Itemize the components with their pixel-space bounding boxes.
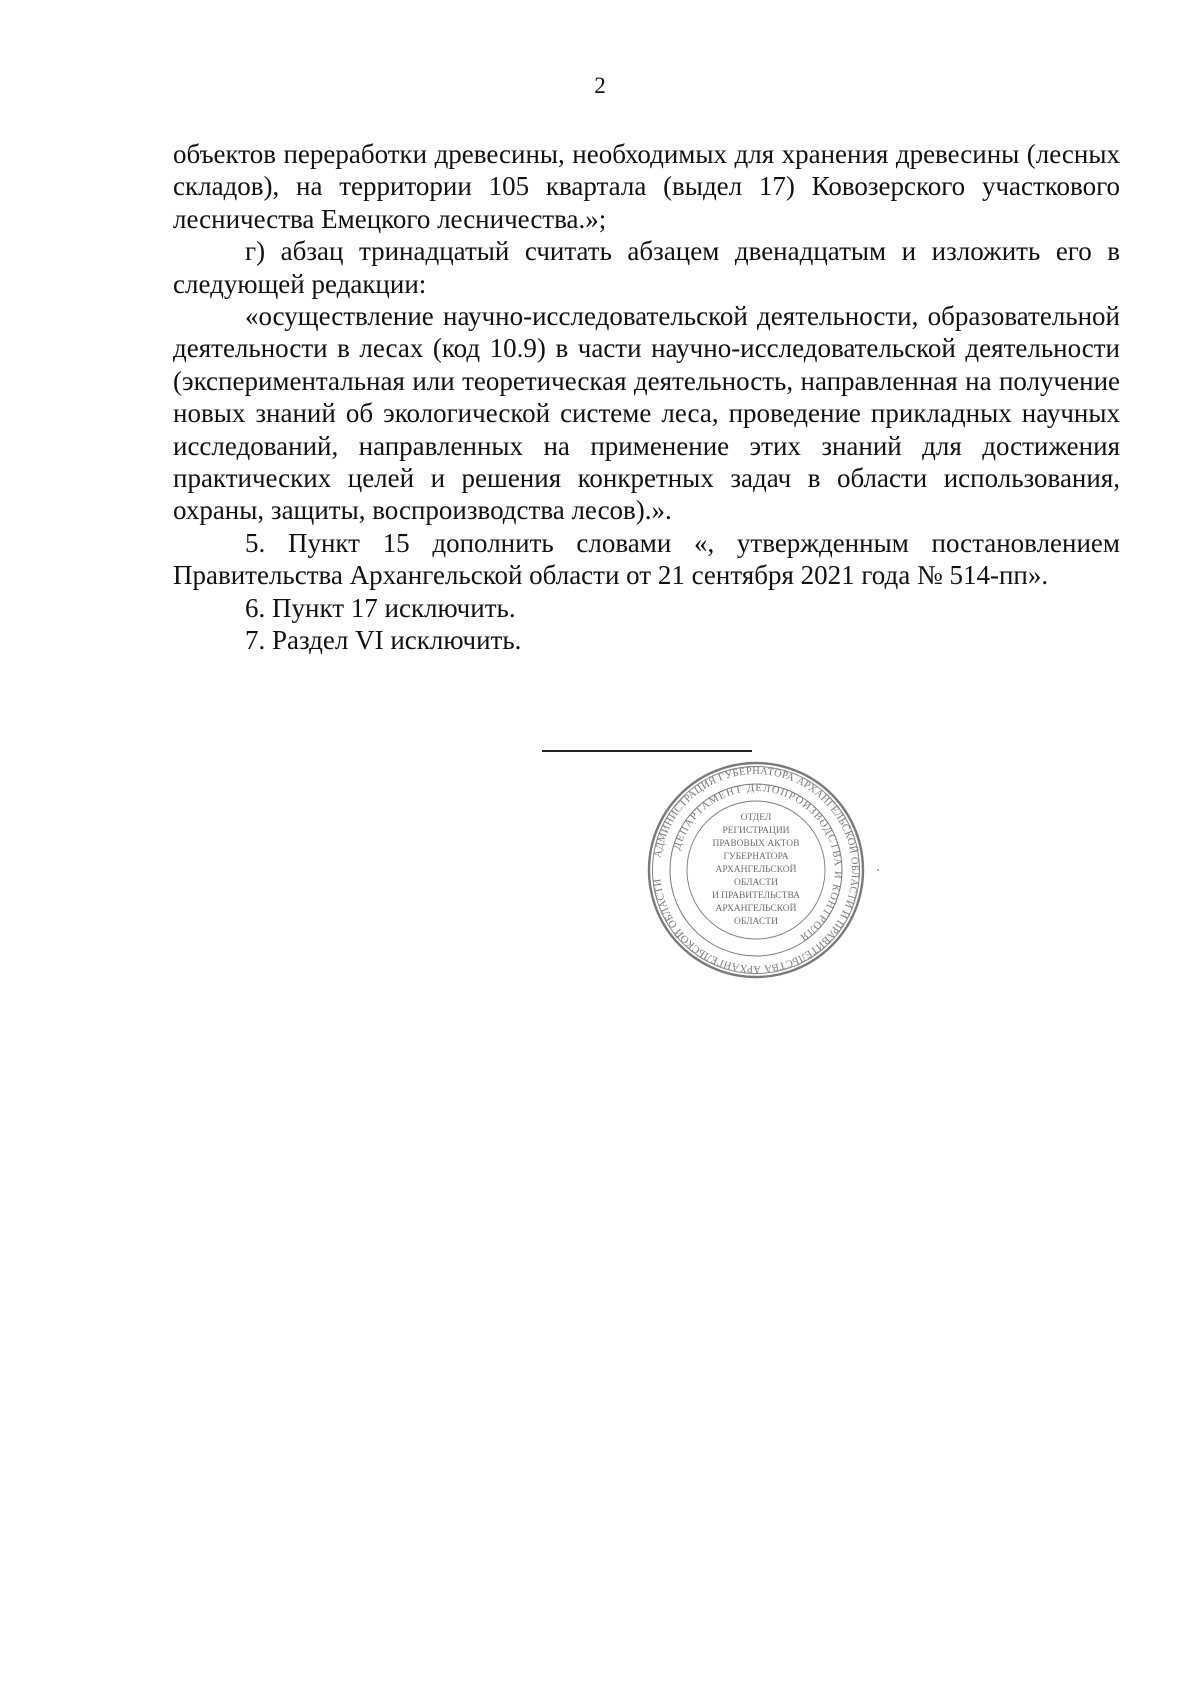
document-body: [173, 138, 1120, 657]
scan-speck: [877, 869, 879, 871]
paragraph-item-6: 6. Пункт 17 исключить.: [245, 592, 516, 623]
seal-center-line: ОТДЕЛ: [740, 813, 772, 823]
seal-center-line: АРХАНГЕЛЬСКОЙ: [715, 865, 797, 875]
seal-center-text: [712, 813, 800, 927]
page-number: 2: [594, 73, 606, 98]
seal-outer-ring-text: АДМИНИСТРАЦИЯ ГУБЕРНАТОРА АРХАНГЕЛЬСКОЙ ОБЛАСТИ И ПРАВИТЕЛЬСТВА АРХАНГЕЛЬСКОЙ ОБЛАСТИ: [652, 765, 861, 975]
seal-inner-ring-text: ДЕПАРТАМЕНТ ДЕЛОПРОИЗВОДСТВА И КОНТРОЛЯ: [671, 782, 844, 944]
end-of-document-rule: [542, 750, 752, 752]
official-seal-stamp: [646, 760, 866, 980]
seal-center-line: И ПРАВИТЕЛЬСТВА: [711, 891, 801, 901]
seal-center-line: АРХАНГЕЛЬСКОЙ: [715, 904, 797, 914]
paragraph-item-g: г) абзац тринадцатый считать абзацем двенадцатым и изложить его в следующей редакции:: [173, 236, 1120, 299]
seal-center-line: ОБЛАСТИ: [734, 878, 778, 888]
paragraph-quoted-text: «осуществление научно-исследовательской деятельности, образовательной деятельности в лесах (код 10.9) в части научно-исследовательской деятельности (экспериментальная или теоретическая деятельность, направленная на получение новых знаний об экологической системе леса, проведение прикладных научных исследований, направленных на применение этих знаний для достижения практических целей и решения конкретных задач в области использования, охраны, защиты, воспроизводства лесов).».: [173, 301, 1120, 526]
paragraph-continuation: объектов переработки древесины, необходимых для хранения древесины (лесных складов), на территории 105 квартала (выдел 17) Ковозерского участкового лесничества Емецкого лесничества.»;: [173, 139, 1120, 234]
seal-center-line: ГУБЕРНАТОРА: [723, 852, 789, 862]
paragraph-item-5: 5. Пункт 15 дополнить словами «, утвержденным постановлением Правительства Архангельской области от 21 сентября 2021 года № 514-пп».: [173, 527, 1120, 591]
seal-center-line: РЕГИСТРАЦИИ: [722, 826, 790, 836]
seal-center-line: ПРАВОВЫХ АКТОВ: [712, 839, 800, 849]
paragraph-item-7: 7. Раздел VI исключить.: [245, 625, 522, 656]
seal-center-line: ОБЛАСТИ: [734, 917, 778, 927]
